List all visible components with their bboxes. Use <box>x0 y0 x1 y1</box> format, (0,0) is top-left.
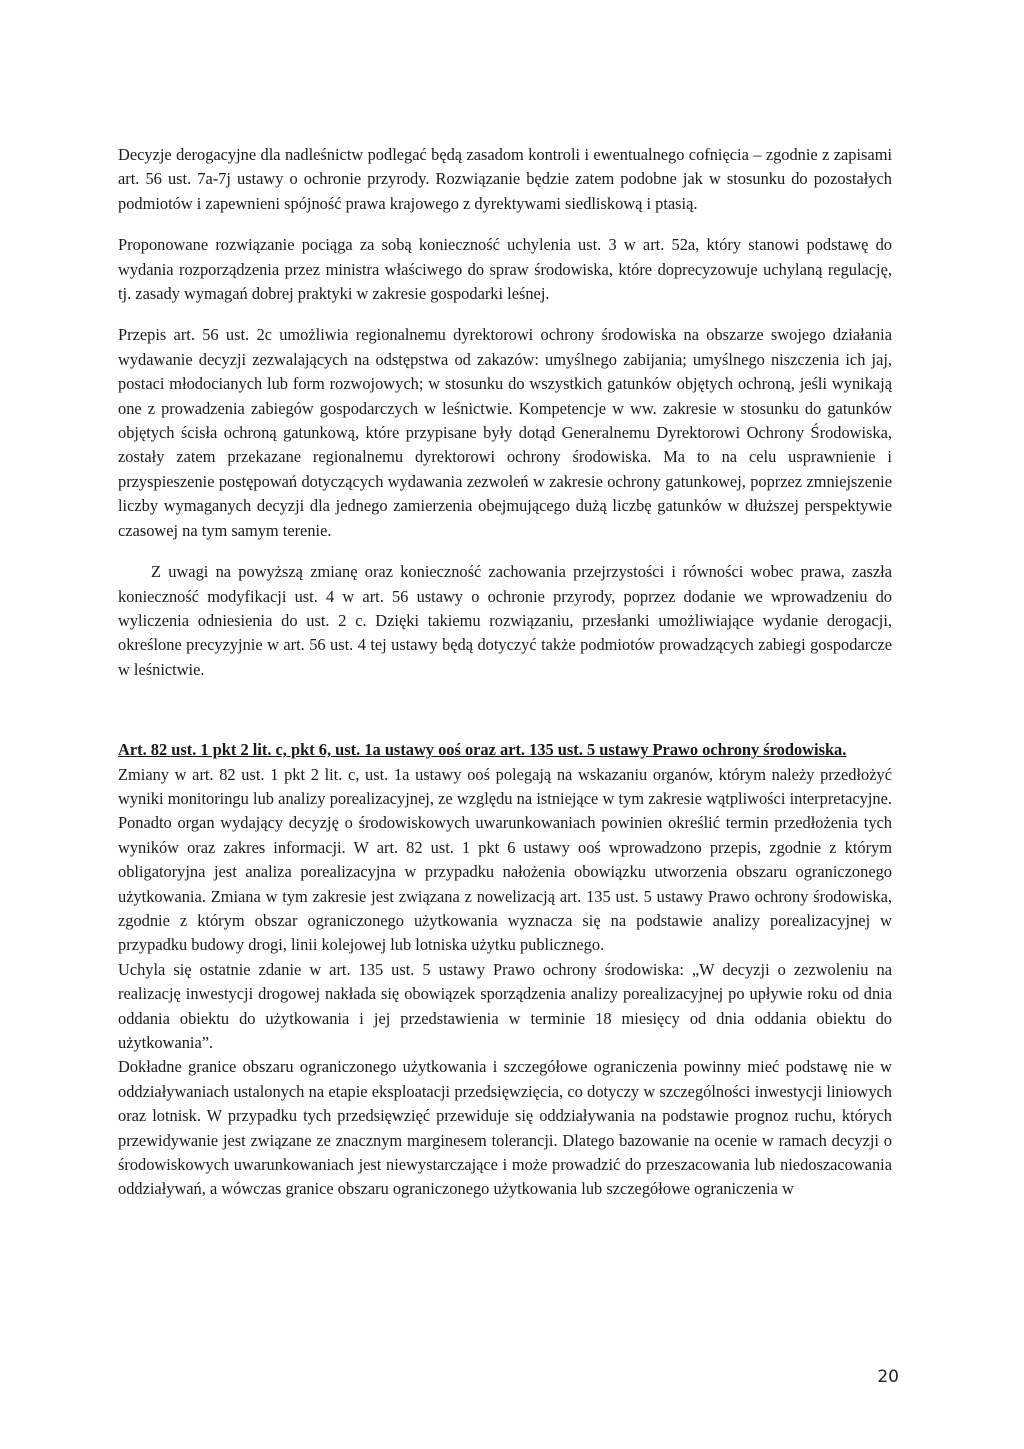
page-number: 20 <box>877 1367 899 1387</box>
paragraph-art-82-changes: Zmiany w art. 82 ust. 1 pkt 2 lit. c, ust. 1a ustawy ooś polegają na wskazaniu organów, którym należy przedłożyć wyniki monitoringu lub analizy porealizacyjnej, ze względu na istniejące w tym zakresie wątpliwości interpretacyjne. Ponadto organ wydający decyzję o środowiskowych uwarunkowaniach powinien określić termin przedłożenia tych wyników oraz zakres informacji. W art. 82 ust. 1 pkt 6 ustawy ooś wprowadzono przepis, zgodnie z którym obligatoryjna jest analiza porealizacyjna w przypadku nałożenia obowiązku utworzenia obszaru ograniczonego użytkowania. Zmiana w tym zakresie jest związana z nowelizacją art. 135 ust. 5 ustawy Prawo ochrony środowiska, zgodnie z którym obszar ograniczonego użytkowania wyznacza się na podstawie analizy porealizacyjnej w przypadku budowy drogi, linii kolejowej lub lotniska użytku publicznego. <box>118 764 892 955</box>
paragraph-art-135-repeal: Uchyla się ostatnie zdanie w art. 135 ust. 5 ustawy Prawo ochrony środowiska: „W decyzji o zezwoleniu na realizację inwestycji drogowej nakłada się obowiązek sporządzenia analizy porealizacyjnej po upływie roku od dnia oddania obiektu do użytkowania i jej przedstawienia w terminie 18 miesięcy od dnia oddania obiektu do użytkowania”. <box>118 959 892 1052</box>
paragraph-art-56-ust-4: Z uwagi na powyższą zmianę oraz konieczność zachowania przejrzystości i równości wobec prawa, zaszła konieczność modyfikacji ust. 4 w art. 56 ustawy o ochronie przyrody, poprzez dodanie we wprowadzeniu do wyliczenia odniesienia do ust. 2 c. Dzięki takiemu rozwiązaniu, przesłanki umożliwiające wydanie derogacji, określone precyzyjnie w art. 56 ust. 4 tej ustawy będą dotyczyć także podmiotów prowadzących zabiegi gospodarcze w leśnictwie. <box>118 562 892 679</box>
paragraph-repeal-art-52a: Proponowane rozwiązanie pociąga za sobą konieczność uchylenia ust. 3 w art. 52a, który stanowi podstawę do wydania rozporządzenia przez ministra właściwego do spraw środowiska, które doprecyzowuje uchylaną regulację, tj. zasady wymagań dobrej praktyki w zakresie gospodarki leśnej. <box>118 235 892 304</box>
paragraph-area-boundaries: Dokładne granice obszaru ograniczonego użytkowania i szczegółowe ograniczenia powinny mieć podstawę nie w oddziaływaniach ustalonych na etapie eksploatacji przedsięwzięcia, co dotyczy w szczególności inwestycji liniowych oraz lotnisk. W przypadku tych przedsięwzięć przewiduje się oddziaływania na podstawie prognoz ruchu, których przewidywanie jest związane ze znacznym marginesem tolerancji. Dlatego bazowanie na ocenie w ramach decyzji o środowiskowych uwarunkowaniach jest niewystarczające i może prowadzić do przeszacowania lub niedoszacowania oddziaływań, a wówczas granice obszaru ograniczonego użytkowania lub szczegółowe ograniczenia w <box>118 1057 892 1199</box>
page-content <box>118 143 892 1202</box>
paragraph-derogation-control: Decyzje derogacyjne dla nadleśnictw podlegać będą zasadom kontroli i ewentualnego cofnięcia – zgodnie z zapisami art. 56 ust. 7a-7j ustawy o ochronie przyrody. Rozwiązanie będzie zatem podobne jak w stosunku do pozostałych podmiotów i zapewnieni spójność prawa krajowego z dyrektywami siedliskową i ptasią. <box>118 145 892 213</box>
paragraph-art-56-ust-2c: Przepis art. 56 ust. 2c umożliwia regionalnemu dyrektorowi ochrony środowiska na obszarze swojego działania wydawanie decyzji zezwalających na odstępstwa od zakazów: umyślnego zabijania; umyślnego niszczenia ich jaj, postaci młodocianych lub form rozwojowych; w stosunku do wszystkich gatunków objętych ochroną, jeśli wynikają one z prowadzenia zabiegów gospodarczych w leśnictwie. Kompetencje w ww. zakresie w stosunku do gatunków objętych ścisła ochroną gatunkową, które przypisane były dotąd Generalnemu Dyrektorowi Ochrony Środowiska, zostały zatem przekazane regionalnemu dyrektorowi ochrony środowiska. Ma to na celu usprawnienie i przyspieszenie postępowań dotyczących wydawania zezwoleń w zakresie ochrony gatunkowej, poprzez zmniejszenie liczby wymaganych decyzji dla jednego zamierzenia obejmującego dużą liczbę gatunków w dłuższej perspektywie czasowej na tym samym terenie. <box>118 325 892 540</box>
section-heading: Art. 82 ust. 1 pkt 2 lit. c, pkt 6, ust. 1a ustawy ooś oraz art. 135 ust. 5 ustawy Prawo ochrony środowiska. <box>118 740 847 760</box>
